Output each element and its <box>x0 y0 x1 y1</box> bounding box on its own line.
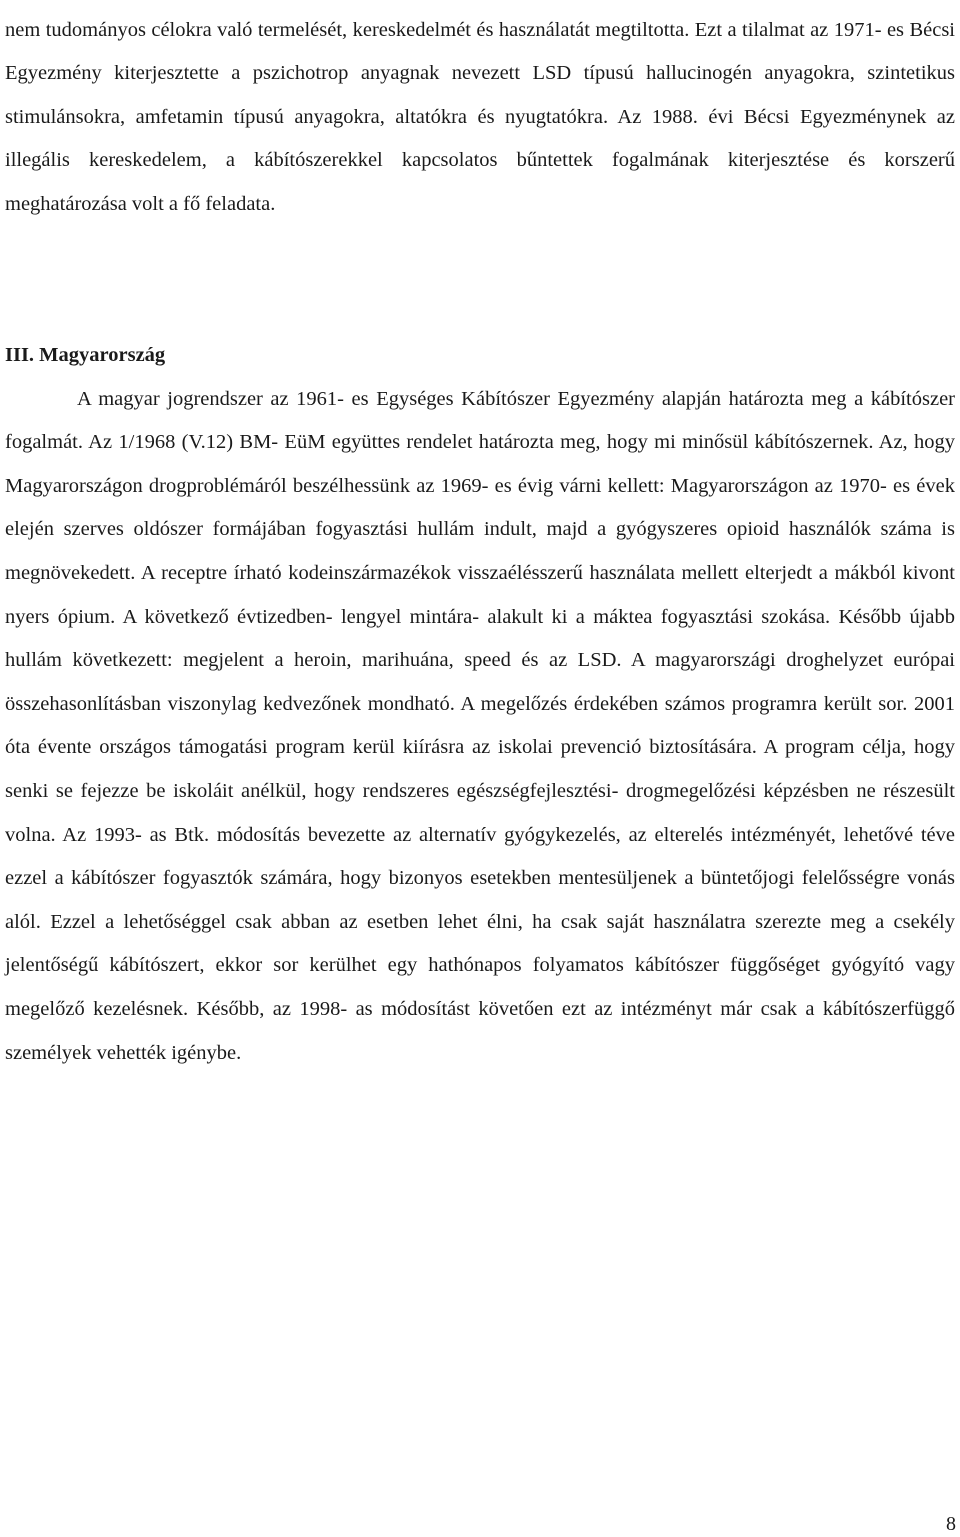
section-hungary <box>5 334 955 1075</box>
section-paragraph: A magyar jogrendszer az 1961- es Egységes Kábítószer Egyezmény alapján határozta meg a kábítószer fogalmát. Az 1/1968 (V.12) BM- EüM együttes rendelet határozta meg, hogy mi minősül kábítószernek. Az, hogy Magyarországon drogproblémáról beszélhessünk az 1969- es évig várni kellett: Magyarországon az 1970- es évek elején szerves oldószer formájában fogyasztási hullám indult, majd a gyógyszeres opioid használók száma is megnövekedett. A receptre írható kodeinszármazékok visszaélésszerű használata mellett elterjedt a mákból kivont nyers ópium. A következő évtizedben- lengyel mintára- alakult ki a máktea fogyasztási szokása. Később újabb hullám következett: megjelent a heroin, marihuána, speed és az LSD. A magyarországi droghelyzet európai összehasonlításban viszonylag kedvezőnek mondható. A megelőzés érdekében számos programra került sor. 2001 óta évente országos támogatási program kerül kiírásra az iskolai prevenció biztosítására. A program célja, hogy senki se fejezze be iskoláit anélkül, hogy rendszeres egészségfejlesztési- drogmegelőzési képzésben ne részesült volna. Az 1993- as Btk. módosítás bevezette az alternatív gyógykezelés, az elterelés intézményét, lehetővé téve ezzel a kábítószer fogyasztók számára, hogy bizonyos esetekben mentesüljenek a büntetőjogi felelősségre vonás alól. Ezzel a lehetőséggel csak abban az esetben lehet élni, ha csak saját használatra szerezte meg a csekély jelentőségű kábítószert, ekkor sor kerülhet egy hathónapos folyamatos kábítószer függőséget gyógyító vagy megelőző kezelésnek. Később, az 1998- as módosítást követően ezt az intézményt már csak a kábítószerfüggő személyek vehették igénybe. <box>5 387 955 1064</box>
page-number: 8 <box>946 1513 956 1535</box>
section-title: III. Magyarország <box>5 344 166 366</box>
intro-paragraph: nem tudományos célokra való termelését, kereskedelmét és használatát megtiltotta. Ezt a tilalmat az 1971- es Bécsi Egyezmény kiterjesztette a pszichotrop anyagnak nevezett LSD típusú hallucinogén anyagokra, szintetikus stimulánsokra, amfetamin típusú anyagokra, altatókra és nyugtatókra. Az 1988. évi Bécsi Egyezménynek az illegális kereskedelem, a kábítószerekkel kapcsolatos bűntettek fogalmának kiterjesztése és korszerű meghatározása volt a fő feladata. <box>5 18 955 215</box>
